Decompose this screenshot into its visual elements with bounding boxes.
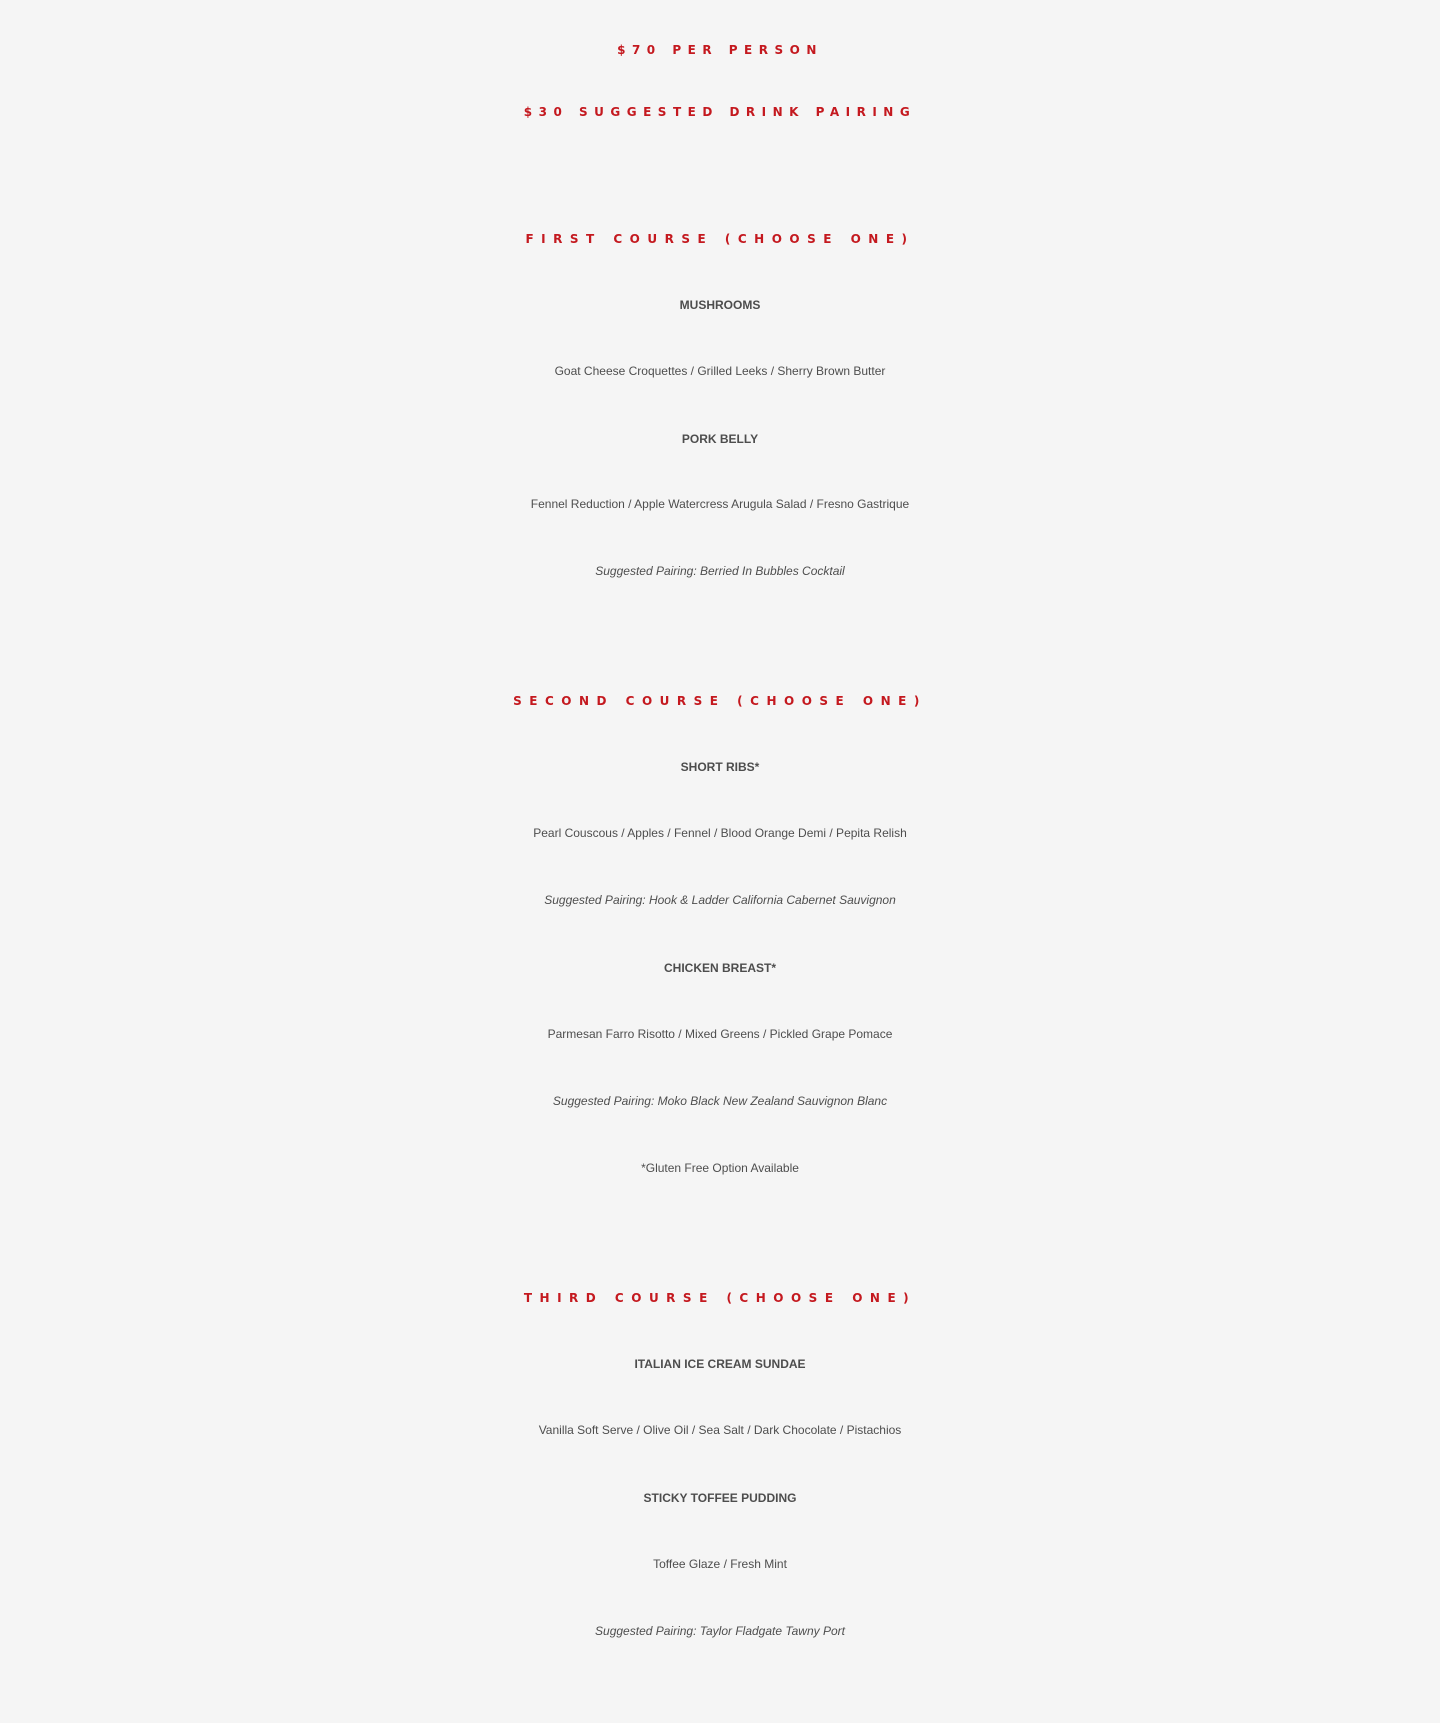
dish-name-pork-belly: PORK BELLY [681,432,759,446]
first-course-title: FIRST COURSE (CHOOSE ONE) [525,232,915,246]
short-ribs-pairing: Suggested Pairing: Hook & Ladder California Cabernet Sauvignon [544,893,896,907]
dish-description-pork-belly: Fennel Reduction / Apple Watercress Arugula Salad / Fresno Gastrique [530,497,910,511]
price-per-person: $70 PER PERSON [617,43,823,57]
third-course-pairing: Suggested Pairing: Taylor Fladgate Tawny Port [595,1624,845,1638]
dish-name-chicken-breast: CHICKEN BREAST* [663,961,776,975]
second-course-title: SECOND COURSE (CHOOSE ONE) [513,694,927,708]
dish-description-chicken-breast: Parmesan Farro Risotto / Mixed Greens / Pickled Grape Pomace [547,1027,893,1041]
dish-description-short-ribs: Pearl Couscous / Apples / Fennel / Blood Orange Demi / Pepita Relish [533,826,907,840]
dish-name-short-ribs: SHORT RIBS* [680,760,760,774]
first-course-pairing: Suggested Pairing: Berried In Bubbles Cocktail [595,564,845,578]
dish-description-mushrooms: Goat Cheese Croquettes / Grilled Leeks / Sherry Brown Butter [554,364,886,378]
gluten-free-note: *Gluten Free Option Available [641,1161,799,1175]
dish-name-italian-ice-cream-sundae: ITALIAN ICE CREAM SUNDAE [634,1357,806,1371]
dish-description-italian-ice-cream-sundae: Vanilla Soft Serve / Olive Oil / Sea Salt / Dark Chocolate / Pistachios [538,1423,902,1437]
dish-name-sticky-toffee-pudding: STICKY TOFFEE PUDDING [643,1491,797,1505]
chicken-breast-pairing: Suggested Pairing: Moko Black New Zealand Sauvignon Blanc [552,1094,888,1108]
drink-pairing-price: $30 SUGGESTED DRINK PAIRING [523,105,917,119]
dish-description-sticky-toffee-pudding: Toffee Glaze / Fresh Mint [653,1557,787,1571]
dish-name-mushrooms: MUSHROOMS [679,298,761,312]
third-course-title: THIRD COURSE (CHOOSE ONE) [523,1291,917,1305]
